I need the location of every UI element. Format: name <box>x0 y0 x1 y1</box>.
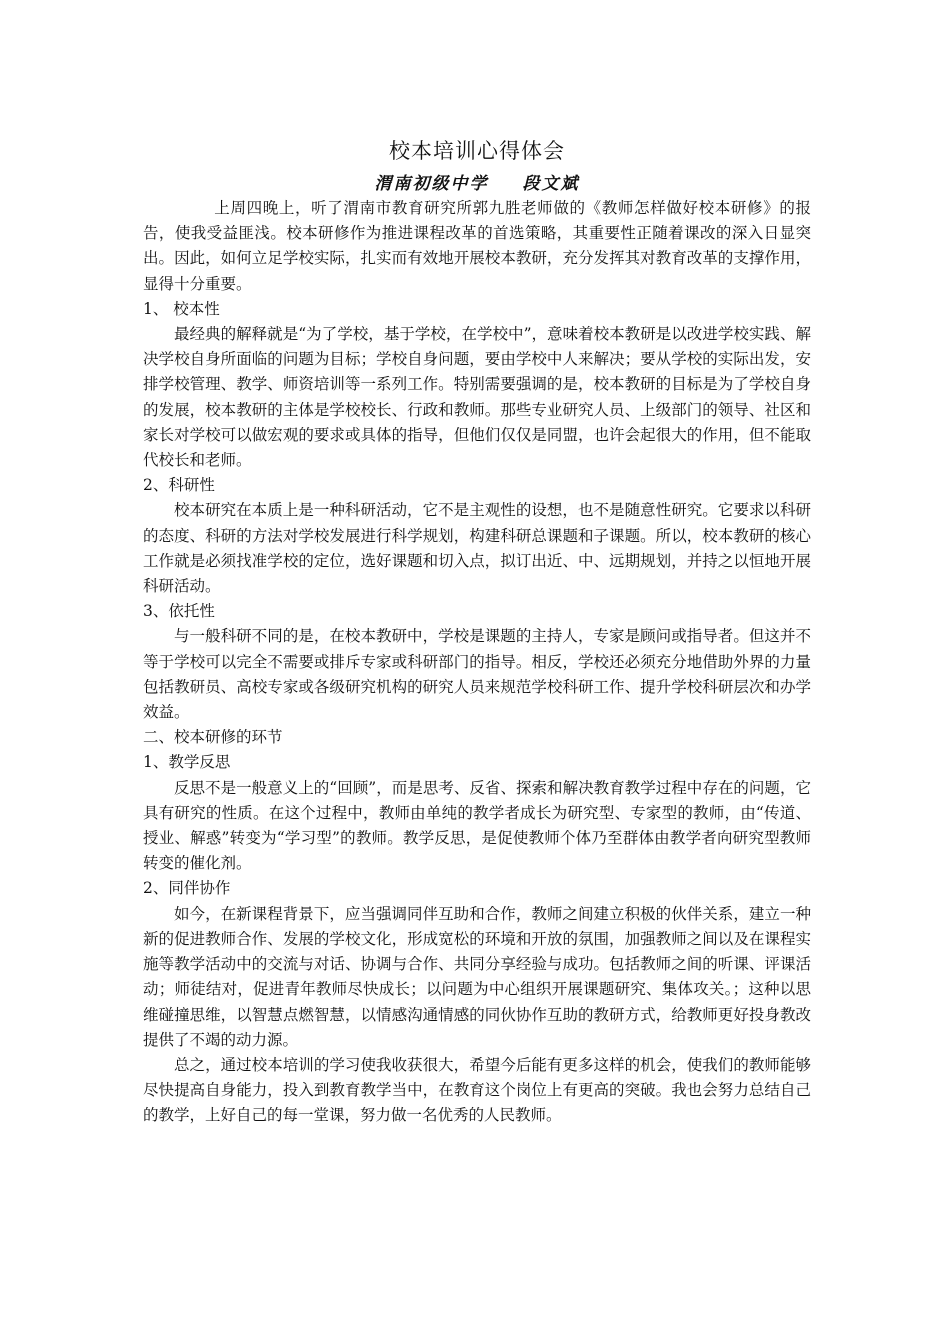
section-heading: 1、教学反思 <box>143 753 231 772</box>
paragraph-conclusion: 总之，通过校本培训的学习使我收获很大，希望今后能有更多这样的机会，使我们的教师能够尽快提高自身能力，投入到教育教学当中，在教育这个岗位上有更高的突破。我也会努力总结自己的教学，上好自己的每一堂课，努力做一名优秀的人民教师。 <box>143 1055 811 1125</box>
document-body <box>143 136 811 1129</box>
paragraph-intro: 上周四晚上，听了渭南市教育研究所郭九胜老师做的《教师怎样做好校本研修》的报告，使我受益匪浅。校本研修作为推进课程改革的首选策略，其重要性正随着课改的深入日显突出。因此，如何立足学校实际，扎实而有效地开展校本教研，充分发挥其对教育改革的支撑作用，显得十分重要。 <box>143 199 811 293</box>
paragraph: 校本研究在本质上是一种科研活动，它不是主观性的设想，也不是随意性研究。它要求以科研的态度、科研的方法对学校发展进行科学规划，构建科研总课题和子课题。所以，校本教研的核心工作就是必须找准学校的定位，选好课题和切入点，拟订出近、中、远期规划，并持之以恒地开展科研活动。 <box>143 501 811 596</box>
section-heading: 二、校本研修的环节 <box>143 728 283 747</box>
author-school: 渭南初级中学 <box>374 174 489 194</box>
section-heading: 3、依托性 <box>143 602 215 621</box>
author-line <box>143 172 811 196</box>
document-title: 校本培训心得体会 <box>389 139 565 163</box>
section-heading: 1、 校本性 <box>143 299 220 318</box>
paragraph: 与一般科研不同的是，在校本教研中，学校是课题的主持人，专家是顾问或指导者。但这并不等于学校可以完全不需要或排斥专家或科研部门的指导。相反，学校还必须充分地借助外界的力量包括教研员、高校专家或各级研究机构的研究人员来规范学校科研工作、提升学校科研层次和办学效益。 <box>143 627 811 722</box>
paragraph: 反思不是一般意义上的“回顾”，而是思考、反省、探索和解决教育教学过程中存在的问题，它具有研究的性质。在这个过程中，教师由单纯的教学者成长为研究型、专家型的教师，由“传道、授业、解惑”转变为“学习型”的教师。教学反思，是促使教师个体乃至群体由教学者向研究型教师转变的催化剂。 <box>143 778 811 873</box>
paragraph: 如今，在新课程背景下，应当强调同伴互助和合作，教师之间建立积极的伙伴关系，建立一种新的促进教师合作、发展的学校文化，形成宽松的环境和开放的氛围，加强教师之间以及在课程实施等教学活动中的交流与对话、协调与合作、共同分享经验与成功。包括教师之间的听课、评课活动；师徒结对，促进青年教师尽快成长；以问题为中心组织开展课题研究、集体攻关。；这种以思维碰撞思维，以智慧点燃智慧，以情感沟通情感的同伙协作互助的教研方式，给教师更好投身教改提供了不竭的动力源。 <box>143 904 811 1049</box>
section-heading: 2、同伴协作 <box>143 879 231 898</box>
author-name: 段文斌 <box>522 174 580 194</box>
section-heading: 2、科研性 <box>143 476 215 495</box>
paragraph: 最经典的解释就是“为了学校，基于学校，在学校中”，意味着校本教研是以改进学校实践、解决学校自身所面临的问题为目标；学校自身问题，要由学校中人来解决；要从学校的实际出发，安排学校管理、教学、师资培训等一系列工作。特别需要强调的是，校本教研的目标是为了学校自身的发展，校本教研的主体是学校校长、行政和教师。那些专业研究人员、上级部门的领导、社区和家长对学校可以做宏观的要求或具体的指导，但他们仅仅是同盟，也许会起很大的作用，但不能取代校长和老师。 <box>143 325 811 470</box>
